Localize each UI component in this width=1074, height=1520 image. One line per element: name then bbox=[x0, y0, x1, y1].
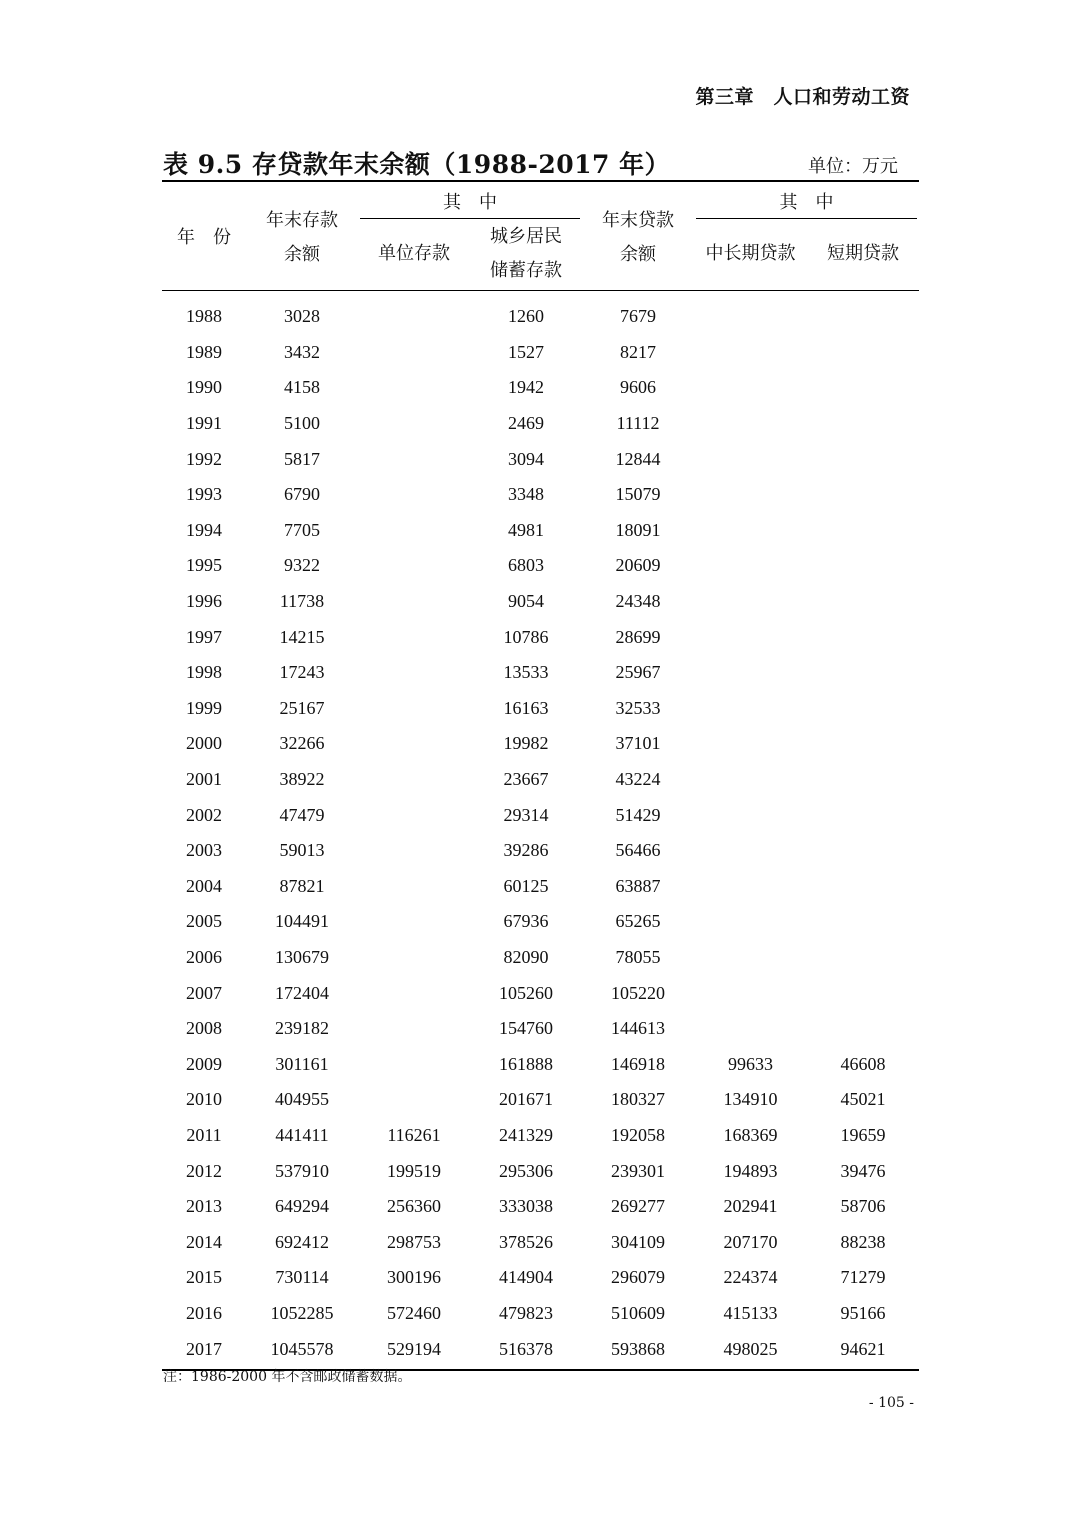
year-cell: 1995 bbox=[186, 555, 222, 576]
year-cell: 2010 bbox=[186, 1089, 222, 1110]
header-loan-group: 其 中 bbox=[694, 181, 919, 220]
short-term-loan-cell bbox=[807, 975, 919, 1011]
loan-total-cell: 20609 bbox=[615, 555, 661, 576]
table-row bbox=[162, 869, 919, 905]
long-term-loan-cell bbox=[694, 797, 807, 833]
short-term-loan-cell: 88238 bbox=[840, 1231, 886, 1252]
loan-total-cell: 11112 bbox=[616, 413, 660, 434]
deposit-total-cell: 404955 bbox=[275, 1089, 329, 1110]
unit-deposit-cell bbox=[358, 1082, 470, 1118]
unit-deposit-cell: 256360 bbox=[387, 1196, 441, 1217]
year-cell: 1999 bbox=[186, 697, 222, 718]
table-row bbox=[162, 513, 919, 549]
short-term-loan-cell bbox=[807, 940, 919, 976]
header-savings bbox=[470, 220, 582, 291]
loan-total-cell: 56466 bbox=[615, 840, 661, 861]
loan-total-cell: 78055 bbox=[615, 946, 661, 967]
long-term-loan-cell bbox=[694, 833, 807, 869]
savings-cell: 1942 bbox=[508, 377, 544, 398]
long-term-loan-cell bbox=[694, 975, 807, 1011]
savings-cell: 10786 bbox=[503, 626, 549, 647]
loan-total-cell: 25967 bbox=[615, 662, 661, 683]
savings-cell: 1260 bbox=[508, 306, 544, 327]
year-cell: 2015 bbox=[186, 1267, 222, 1288]
savings-cell: 414904 bbox=[499, 1267, 553, 1288]
unit-deposit-cell bbox=[358, 691, 470, 727]
table-body bbox=[162, 291, 919, 1370]
short-term-loan-cell bbox=[807, 655, 919, 691]
deposit-total-cell: 11738 bbox=[279, 591, 325, 612]
table-row bbox=[162, 1118, 919, 1154]
short-term-loan-cell: 58706 bbox=[840, 1196, 886, 1217]
table-row bbox=[162, 291, 919, 335]
table-row bbox=[162, 1011, 919, 1047]
loan-total-cell: 239301 bbox=[611, 1160, 665, 1181]
loan-total-cell: 144613 bbox=[611, 1018, 665, 1039]
deposit-loan-table bbox=[162, 180, 919, 1371]
savings-cell: 4981 bbox=[508, 519, 544, 540]
savings-cell: 29314 bbox=[503, 804, 549, 825]
short-term-loan-cell bbox=[807, 335, 919, 371]
unit-deposit-cell bbox=[358, 406, 470, 442]
year-cell: 2016 bbox=[186, 1302, 222, 1323]
short-term-loan-cell bbox=[807, 726, 919, 762]
table-row bbox=[162, 1082, 919, 1118]
table-row bbox=[162, 1189, 919, 1225]
loan-total-cell: 43224 bbox=[615, 769, 661, 790]
year-cell: 1998 bbox=[186, 662, 222, 683]
long-term-loan-cell bbox=[694, 291, 807, 335]
unit-deposit-cell bbox=[358, 584, 470, 620]
savings-cell: 3094 bbox=[508, 448, 544, 469]
savings-cell: 516378 bbox=[499, 1338, 553, 1359]
deposit-total-cell: 301161 bbox=[275, 1053, 329, 1074]
loan-total-cell: 180327 bbox=[611, 1089, 665, 1110]
table-row bbox=[162, 797, 919, 833]
savings-cell: 23667 bbox=[503, 769, 549, 790]
loan-total-cell: 593868 bbox=[611, 1338, 665, 1359]
long-term-loan-cell: 194893 bbox=[723, 1160, 778, 1181]
year-cell: 1988 bbox=[186, 306, 222, 327]
long-term-loan-cell bbox=[694, 619, 807, 655]
unit-deposit-cell bbox=[358, 1046, 470, 1082]
savings-cell: 16163 bbox=[503, 697, 549, 718]
table-row bbox=[162, 726, 919, 762]
long-term-loan-cell bbox=[694, 762, 807, 798]
short-term-loan-cell: 19659 bbox=[840, 1124, 886, 1145]
chapter-header: 第三章 人口和劳动工资 bbox=[695, 86, 910, 108]
loan-total-cell: 146918 bbox=[611, 1053, 665, 1074]
deposit-total-cell: 32266 bbox=[279, 733, 325, 754]
unit-deposit-cell bbox=[358, 869, 470, 905]
long-term-loan-cell bbox=[694, 940, 807, 976]
deposit-total-cell: 1052285 bbox=[270, 1302, 334, 1323]
loan-total-cell: 9606 bbox=[620, 377, 656, 398]
deposit-total-cell: 9322 bbox=[284, 555, 320, 576]
year-cell: 2009 bbox=[186, 1053, 222, 1074]
long-term-loan-cell: 207170 bbox=[723, 1231, 778, 1252]
short-term-loan-cell bbox=[807, 869, 919, 905]
header-savings-line2: 储蓄存款 bbox=[490, 260, 562, 281]
savings-cell: 9054 bbox=[508, 591, 544, 612]
deposit-total-cell: 649294 bbox=[275, 1196, 329, 1217]
deposit-total-cell: 38922 bbox=[279, 769, 325, 790]
deposit-total-cell: 3432 bbox=[284, 341, 320, 362]
long-term-loan-cell: 168369 bbox=[723, 1124, 778, 1145]
deposit-total-cell: 172404 bbox=[275, 982, 329, 1003]
table-row bbox=[162, 1296, 919, 1332]
table-row bbox=[162, 691, 919, 727]
unit-deposit-cell bbox=[358, 762, 470, 798]
year-cell: 2008 bbox=[186, 1018, 222, 1039]
header-unit-deposit: 单位存款 bbox=[378, 243, 450, 264]
short-term-loan-cell bbox=[807, 691, 919, 727]
unit-deposit-cell bbox=[358, 291, 470, 335]
deposit-total-cell: 6790 bbox=[284, 484, 320, 505]
long-term-loan-cell bbox=[694, 691, 807, 727]
long-term-loan-cell bbox=[694, 1011, 807, 1047]
header-short-term-loan: 短期贷款 bbox=[827, 243, 899, 264]
loan-total-cell: 8217 bbox=[620, 341, 656, 362]
unit-deposit-cell bbox=[358, 797, 470, 833]
short-term-loan-cell bbox=[807, 548, 919, 584]
long-term-loan-cell: 99633 bbox=[728, 1053, 773, 1074]
long-term-loan-cell bbox=[694, 441, 807, 477]
loan-total-cell: 304109 bbox=[611, 1231, 665, 1252]
table-row bbox=[162, 584, 919, 620]
unit-deposit-cell bbox=[358, 619, 470, 655]
year-cell: 2003 bbox=[186, 840, 222, 861]
table-row bbox=[162, 477, 919, 513]
savings-cell: 60125 bbox=[503, 875, 549, 896]
unit-deposit-cell bbox=[358, 1011, 470, 1047]
year-cell: 1992 bbox=[186, 448, 222, 469]
deposit-total-cell: 87821 bbox=[279, 875, 325, 896]
header-year: 年 份 bbox=[177, 227, 231, 248]
loan-total-cell: 32533 bbox=[615, 697, 661, 718]
long-term-loan-cell: 415133 bbox=[723, 1302, 778, 1323]
header-deposit-total-line1: 年末存款 bbox=[266, 210, 338, 231]
long-term-loan-cell: 498025 bbox=[723, 1338, 778, 1359]
long-term-loan-cell bbox=[694, 370, 807, 406]
short-term-loan-cell bbox=[807, 513, 919, 549]
table-row bbox=[162, 335, 919, 371]
short-term-loan-cell bbox=[807, 762, 919, 798]
savings-cell: 378526 bbox=[499, 1231, 553, 1252]
year-cell: 1991 bbox=[186, 413, 222, 434]
deposit-total-cell: 59013 bbox=[279, 840, 325, 861]
unit-deposit-cell bbox=[358, 655, 470, 691]
year-cell: 1996 bbox=[186, 591, 222, 612]
unit-deposit-cell bbox=[358, 370, 470, 406]
short-term-loan-cell bbox=[807, 477, 919, 513]
unit-deposit-cell bbox=[358, 513, 470, 549]
deposit-total-cell: 4158 bbox=[284, 377, 320, 398]
year-cell: 2005 bbox=[186, 911, 222, 932]
header-deposit-total bbox=[246, 181, 358, 291]
year-cell: 1994 bbox=[186, 519, 222, 540]
table-row bbox=[162, 833, 919, 869]
short-term-loan-cell bbox=[807, 441, 919, 477]
year-cell: 2002 bbox=[186, 804, 222, 825]
savings-cell: 2469 bbox=[508, 413, 544, 434]
table-container bbox=[162, 180, 919, 1371]
deposit-total-cell: 730114 bbox=[275, 1267, 329, 1288]
short-term-loan-cell bbox=[807, 370, 919, 406]
table-row bbox=[162, 904, 919, 940]
long-term-loan-cell bbox=[694, 904, 807, 940]
year-cell: 2001 bbox=[186, 769, 222, 790]
year-cell: 1990 bbox=[186, 377, 222, 398]
table-row bbox=[162, 1224, 919, 1260]
savings-cell: 105260 bbox=[499, 982, 553, 1003]
savings-cell: 333038 bbox=[499, 1196, 553, 1217]
short-term-loan-cell: 94621 bbox=[840, 1338, 886, 1359]
short-term-loan-cell: 39476 bbox=[840, 1160, 886, 1181]
year-cell: 1989 bbox=[186, 341, 222, 362]
short-term-loan-cell: 71279 bbox=[840, 1267, 886, 1288]
table-row bbox=[162, 1260, 919, 1296]
deposit-total-cell: 441411 bbox=[275, 1124, 329, 1145]
deposit-total-cell: 7705 bbox=[284, 519, 320, 540]
table-row bbox=[162, 1331, 919, 1370]
table-row bbox=[162, 406, 919, 442]
header-loan-total-line2: 余额 bbox=[620, 244, 656, 265]
table-row bbox=[162, 619, 919, 655]
savings-cell: 67936 bbox=[503, 911, 549, 932]
long-term-loan-cell bbox=[694, 584, 807, 620]
savings-cell: 161888 bbox=[499, 1053, 553, 1074]
loan-total-cell: 269277 bbox=[611, 1196, 665, 1217]
loan-total-cell: 28699 bbox=[615, 626, 661, 647]
header-deposit-group: 其 中 bbox=[358, 181, 582, 220]
deposit-total-cell: 130679 bbox=[275, 946, 329, 967]
short-term-loan-cell bbox=[807, 904, 919, 940]
table-row bbox=[162, 548, 919, 584]
year-cell: 2014 bbox=[186, 1231, 222, 1252]
deposit-total-cell: 1045578 bbox=[270, 1338, 334, 1359]
long-term-loan-cell bbox=[694, 513, 807, 549]
loan-total-cell: 63887 bbox=[615, 875, 661, 896]
table-title: 表 9.5 存贷款年末余额（1988-2017 年） bbox=[163, 150, 671, 179]
short-term-loan-cell: 95166 bbox=[840, 1302, 886, 1323]
deposit-total-cell: 25167 bbox=[279, 697, 325, 718]
loan-total-cell: 15079 bbox=[615, 484, 661, 505]
table-row bbox=[162, 655, 919, 691]
year-cell: 2000 bbox=[186, 733, 222, 754]
long-term-loan-cell bbox=[694, 548, 807, 584]
year-cell: 2013 bbox=[186, 1196, 222, 1217]
short-term-loan-cell bbox=[807, 833, 919, 869]
savings-cell: 1527 bbox=[508, 341, 544, 362]
loan-total-cell: 51429 bbox=[615, 804, 661, 825]
savings-cell: 479823 bbox=[499, 1302, 553, 1323]
unit-deposit-cell bbox=[358, 441, 470, 477]
loan-total-cell: 510609 bbox=[611, 1302, 665, 1323]
unit-deposit-cell bbox=[358, 548, 470, 584]
long-term-loan-cell bbox=[694, 655, 807, 691]
unit-deposit-cell bbox=[358, 477, 470, 513]
unit-deposit-cell: 199519 bbox=[387, 1160, 441, 1181]
unit-deposit-cell bbox=[358, 975, 470, 1011]
long-term-loan-cell bbox=[694, 335, 807, 371]
year-cell: 2017 bbox=[186, 1338, 222, 1359]
unit-deposit-cell: 529194 bbox=[387, 1338, 441, 1359]
deposit-total-cell: 537910 bbox=[275, 1160, 329, 1181]
savings-cell: 82090 bbox=[503, 946, 549, 967]
long-term-loan-cell: 202941 bbox=[723, 1196, 778, 1217]
header-long-term-loan: 中长期贷款 bbox=[705, 243, 796, 264]
short-term-loan-cell: 46608 bbox=[840, 1053, 886, 1074]
loan-total-cell: 192058 bbox=[611, 1124, 665, 1145]
year-cell: 1997 bbox=[186, 626, 222, 647]
deposit-total-cell: 47479 bbox=[279, 804, 325, 825]
table-row bbox=[162, 940, 919, 976]
loan-total-cell: 18091 bbox=[615, 519, 661, 540]
year-cell: 2004 bbox=[186, 875, 222, 896]
year-cell: 2006 bbox=[186, 946, 222, 967]
deposit-total-cell: 239182 bbox=[275, 1018, 329, 1039]
loan-total-cell: 24348 bbox=[615, 591, 661, 612]
unit-label: 单位：万元 bbox=[808, 156, 898, 177]
table-row bbox=[162, 1153, 919, 1189]
long-term-loan-cell bbox=[694, 406, 807, 442]
table-row bbox=[162, 1046, 919, 1082]
savings-cell: 241329 bbox=[499, 1124, 553, 1145]
header-loan-total bbox=[582, 181, 694, 291]
short-term-loan-cell bbox=[807, 291, 919, 335]
deposit-total-cell: 5100 bbox=[284, 413, 320, 434]
unit-deposit-cell bbox=[358, 904, 470, 940]
short-term-loan-cell bbox=[807, 1011, 919, 1047]
unit-deposit-cell bbox=[358, 335, 470, 371]
unit-deposit-cell: 572460 bbox=[387, 1302, 441, 1323]
short-term-loan-cell bbox=[807, 797, 919, 833]
savings-cell: 19982 bbox=[503, 733, 549, 754]
table-row bbox=[162, 762, 919, 798]
short-term-loan-cell bbox=[807, 619, 919, 655]
short-term-loan-cell bbox=[807, 406, 919, 442]
loan-total-cell: 37101 bbox=[615, 733, 661, 754]
header-deposit-total-line2: 余额 bbox=[284, 244, 320, 265]
savings-cell: 201671 bbox=[499, 1089, 553, 1110]
savings-cell: 6803 bbox=[508, 555, 544, 576]
footnote: 注：1986-2000 年不含邮政储蓄数据。 bbox=[163, 1369, 412, 1385]
long-term-loan-cell: 224374 bbox=[723, 1267, 778, 1288]
deposit-total-cell: 5817 bbox=[284, 448, 320, 469]
year-cell: 2011 bbox=[186, 1124, 222, 1145]
savings-cell: 39286 bbox=[503, 840, 549, 861]
deposit-total-cell: 104491 bbox=[275, 911, 329, 932]
table-row bbox=[162, 370, 919, 406]
unit-deposit-cell bbox=[358, 833, 470, 869]
table-row bbox=[162, 975, 919, 1011]
unit-deposit-cell bbox=[358, 726, 470, 762]
long-term-loan-cell: 134910 bbox=[723, 1089, 778, 1110]
short-term-loan-cell bbox=[807, 584, 919, 620]
savings-cell: 154760 bbox=[499, 1018, 553, 1039]
deposit-total-cell: 17243 bbox=[279, 662, 325, 683]
loan-total-cell: 65265 bbox=[615, 911, 661, 932]
loan-total-cell: 7679 bbox=[620, 306, 656, 327]
savings-cell: 3348 bbox=[508, 484, 544, 505]
loan-total-cell: 296079 bbox=[611, 1267, 665, 1288]
unit-deposit-cell: 300196 bbox=[387, 1267, 441, 1288]
unit-deposit-cell: 298753 bbox=[387, 1231, 441, 1252]
table-row bbox=[162, 441, 919, 477]
long-term-loan-cell bbox=[694, 477, 807, 513]
header-savings-line1: 城乡居民 bbox=[490, 226, 562, 247]
loan-total-cell: 105220 bbox=[611, 982, 665, 1003]
year-cell: 2012 bbox=[186, 1160, 222, 1181]
deposit-total-cell: 14215 bbox=[279, 626, 325, 647]
unit-deposit-cell: 116261 bbox=[387, 1124, 441, 1145]
header-loan-total-line1: 年末贷款 bbox=[602, 210, 674, 231]
long-term-loan-cell bbox=[694, 869, 807, 905]
deposit-total-cell: 3028 bbox=[284, 306, 320, 327]
long-term-loan-cell bbox=[694, 726, 807, 762]
savings-cell: 295306 bbox=[499, 1160, 553, 1181]
short-term-loan-cell: 45021 bbox=[840, 1089, 886, 1110]
page-number: - 105 - bbox=[868, 1395, 914, 1411]
deposit-total-cell: 692412 bbox=[275, 1231, 329, 1252]
loan-total-cell: 12844 bbox=[615, 448, 661, 469]
year-cell: 1993 bbox=[186, 484, 222, 505]
year-cell: 2007 bbox=[186, 982, 222, 1003]
unit-deposit-cell bbox=[358, 940, 470, 976]
savings-cell: 13533 bbox=[503, 662, 549, 683]
